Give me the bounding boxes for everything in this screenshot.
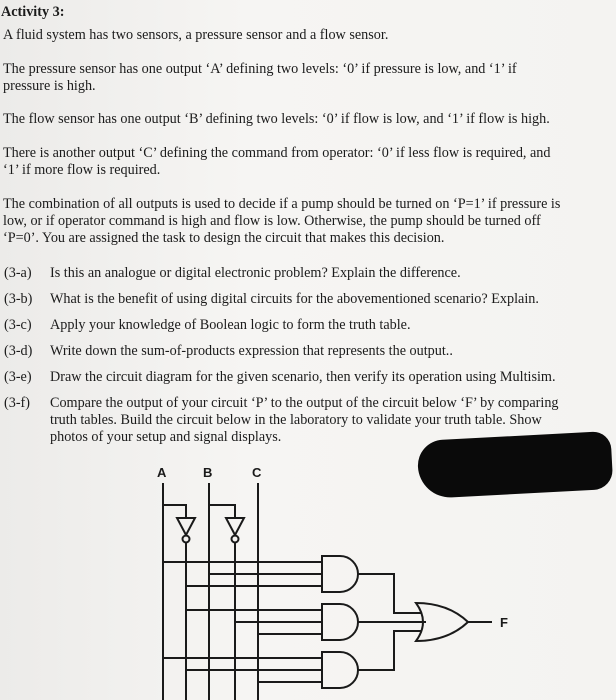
- inverter-b-body: [226, 518, 244, 535]
- question-text-line-3: photos of your setup and signal displays.: [50, 429, 282, 445]
- a-inverter-feed: [163, 505, 186, 518]
- wire: [358, 574, 422, 613]
- question-number: (3-d): [4, 343, 33, 359]
- output-label-f: F: [500, 615, 508, 630]
- question-text: Draw the circuit diagram for the given scenario, then verify its operation using Multisim.: [50, 369, 556, 385]
- question-text-line-1: Compare the output of your circuit ‘P’ to the output of the circuit below ‘F’ by comparing: [50, 395, 559, 411]
- question-text-line-2: truth tables. Build the circuit below in the laboratory to validate your truth table. Show: [50, 412, 542, 428]
- question-text: Apply your knowledge of Boolean logic to form the truth table.: [50, 317, 411, 333]
- question-number: (3-f): [4, 395, 30, 411]
- paragraph-line-5: There is another output ‘C’ defining the command from operator: ‘0’ if less flow is required, and: [3, 145, 551, 161]
- paragraph-line-1: A fluid system has two sensors, a pressure sensor and a flow sensor.: [3, 27, 389, 43]
- paragraph-line-3: pressure is high.: [3, 78, 96, 94]
- question-number: (3-e): [4, 369, 32, 385]
- or-gate: [416, 603, 468, 641]
- paragraph-line-8: low, or if operator command is high and flow is low. Otherwise, the pump should be turned off: [3, 213, 541, 229]
- b-inverter-feed: [209, 505, 235, 518]
- paragraph-line-9: ‘P=0’. You are assigned the task to design the circuit that makes this decision.: [3, 230, 445, 246]
- question-text: What is the benefit of using digital circuits for the abovementioned scenario? Explain.: [50, 291, 539, 307]
- paragraph-line-2: The pressure sensor has one output ‘A’ defining two levels: ‘0’ if pressure is low, and ‘1’ if: [3, 61, 517, 77]
- activity-title: Activity 3:: [1, 4, 65, 20]
- question-number: (3-c): [4, 317, 32, 333]
- wire: [358, 631, 422, 670]
- input-label-c: C: [252, 465, 262, 480]
- question-text: Is this an analogue or digital electronic problem? Explain the difference.: [50, 265, 461, 281]
- paragraph-line-6: ‘1’ if more flow is required.: [3, 162, 161, 178]
- inverter-a-body: [177, 518, 195, 535]
- question-number: (3-b): [4, 291, 33, 307]
- and-gate-2: [322, 604, 358, 640]
- paragraph-line-7: The combination of all outputs is used to decide if a pump should be turned on ‘P=1’ if pressure is: [3, 196, 561, 212]
- question-number: (3-a): [4, 265, 32, 281]
- and-gate-3: [322, 652, 358, 688]
- paragraph-line-4: The flow sensor has one output ‘B’ defining two levels: ‘0’ if flow is low, and ‘1’ if flow is high.: [3, 111, 550, 127]
- and-gate-1: [322, 556, 358, 592]
- question-text: Write down the sum-of-products expression that represents the output..: [50, 343, 453, 359]
- input-label-b: B: [203, 465, 213, 480]
- input-label-a: A: [157, 465, 167, 480]
